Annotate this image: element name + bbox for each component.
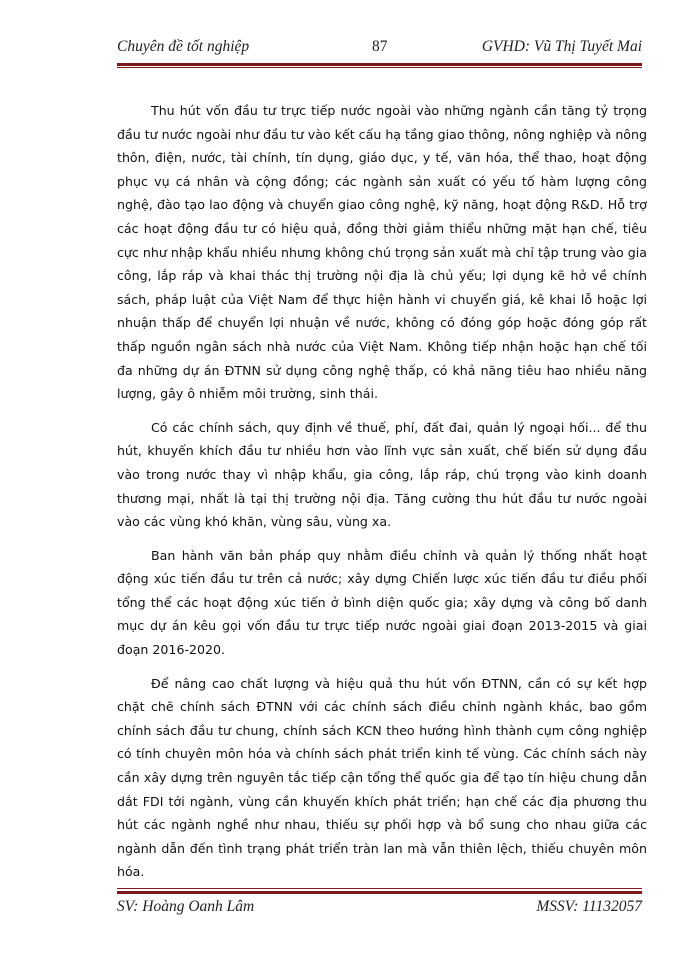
document-body [117,99,647,894]
page-footer [117,898,642,922]
footer-rule-thin [117,888,642,889]
paragraph-4: Để nâng cao chất lượng và hiệu quả thu hút vốn ĐTNN, cần có sự kết hợp chặt chẽ chính sách ĐTNN với các chính sách điều chỉnh ngành khác, bao gồm chính sách đầu tư chung, chính sách KCN theo hướng hình thành cụm công nghiệp có tính chuyên môn hóa và chính sách phát triển kinh tế vùng. Các chính sách này cần xây dựng trên nguyên tắc tiếp cận tổng thể quốc gia để tạo tín hiệu chung dẫn dắt FDI tới ngành, vùng cần khuyến khích phát triển; hạn chế các địa phương thu hút các ngành nghề như nhau, thiếu sự phối hợp và bổ sung cho nhau giữa các ngành dẫn đến tình trạng phát triển tràn lan mà vẫn thiên lệch, thiếu chuyên môn hóa. [117,675,647,880]
paragraph-3: Ban hành văn bản pháp quy nhằm điều chỉnh và quản lý thống nhất hoạt động xúc tiến đầu tư trên cả nước; xây dựng Chiến lược xúc tiến đầu tư điều phối tổng thể các hoạt động xúc tiến ở bình diện quốc gia; xây dựng và công bố danh mục dự án kêu gọi vốn đầu tư trực tiếp nước ngoài giai đoạn 2013-2015 và giai đoạn 2016-2020. [117,547,647,658]
page-number: 87 [372,38,388,55]
header-rule-thin [117,67,642,68]
footer-student-id: MSSV: 11132057 [536,898,642,915]
header-document-type: Chuyên đề tốt nghiệp [117,38,250,55]
footer-rule-thick [117,891,642,894]
footer-student-name: SV: Hoàng Oanh Lâm [117,898,255,915]
page-header [117,38,642,64]
header-advisor: GVHD: Vũ Thị Tuyết Mai [481,38,642,55]
paragraph-2: Có các chính sách, quy định về thuế, phí, đất đai, quản lý ngoại hối... để thu hút, khuyến khích đầu tư nhiều hơn vào lĩnh vực sản xuất, chế biến sử dụng đầu vào trong nước thay vì nhập khẩu, gia công, lắp ráp, chú trọng vào kinh doanh thương mại, nhất là tại thị trường nội địa. Tăng cường thu hút đầu tư nước ngoài vào các vùng khó khăn, vùng sâu, vùng xa. [117,419,647,530]
paragraph-1: Thu hút vốn đầu tư trực tiếp nước ngoài vào những ngành cần tăng tỷ trọng đầu tư nước ngoài như đầu tư vào kết cấu hạ tầng giao thông, nông nghiệp và nông thôn, điện, nước, tài chính, tín dụng, giáo dục, y tế, văn hóa, thể thao, hoạt động phục vụ cá nhân và cộng đồng; các ngành sản xuất có yếu tố hàm lượng công nghệ, đào tạo lao động và chuyển giao công nghệ, kỹ năng, hoạt động R&D. Hỗ trợ các hoạt động đầu tư có hiệu quả, đồng thời giảm thiểu những mặt hạn chế, tiêu cực như nhập khẩu nhiều nhưng không chú trọng sản xuất mà chỉ tập trung vào gia công, lắp ráp và khai thác thị trường nội địa là chủ yếu; lợi dụng kẽ hở về chính sách, pháp luật của Việt Nam để thực hiện hành vi chuyển giá, kê khai lỗ hoặc lợi nhuận thấp để chuyển lợi nhuận về nước, không có đóng góp hoặc đóng góp rất thấp nguồn ngân sách nhà nước của Việt Nam. Không tiếp nhận hoặc hạn chế tối đa những dự án ĐTNN sử dụng công nghệ thấp, có khả năng tiêu hao nhiều năng lượng, gây ô nhiễm môi trường, sinh thái. [117,103,647,402]
header-rule-thick [117,63,642,66]
